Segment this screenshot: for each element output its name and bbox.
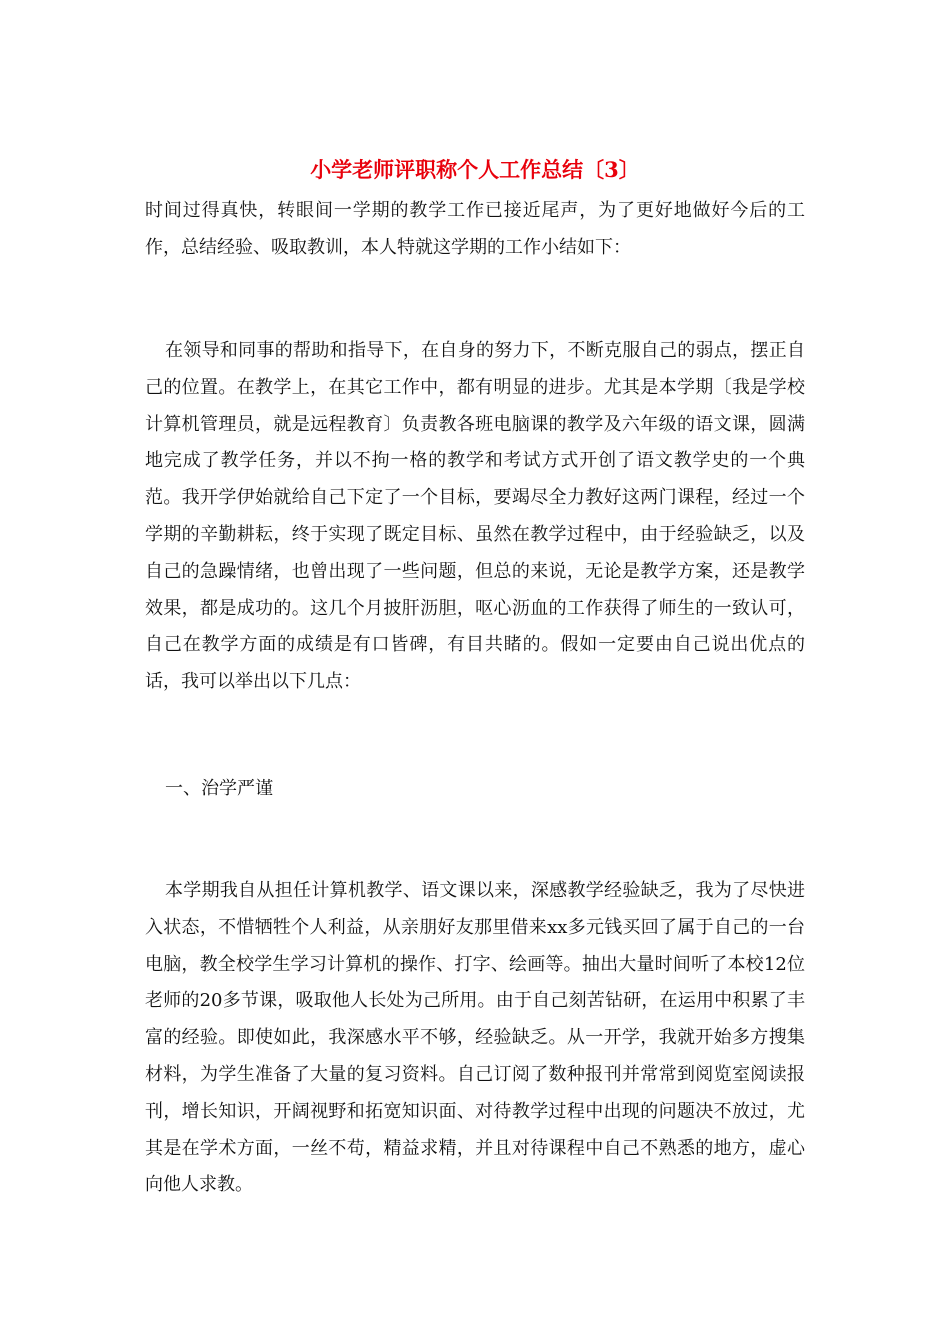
body-paragraph-2: 本学期我自从担任计算机教学、语文课以来，深感教学经验缺乏，我为了尽快进入状态，不惜牺牲个人利益，从亲朋好友那里借来xx多元钱买回了属于自己的一台电脑，教全校学生学习计算机的操作、打字、绘画等。抽出大量时间听了本校12位老师的20多节课，吸取他人长处为己所用。由于自己刻苦钻研，在运用中积累了丰富的经验。即使如此，我深感水平不够，经验缺乏。从一开学，我就开始多方搜集材料，为学生准备了大量的复习资料。自己订阅了数种报刊并常常到阅览室阅读报刊，增长知识，开阔视野和拓宽知识面、对待教学过程中出现的问题决不放过，尤其是在学术方面，一丝不苟，精益求精，并且对待课程中自己不熟悉的地方，虚心向他人求教。 — [145, 880, 805, 1196]
intro-paragraph: 时间过得真快，转眼间一学期的教学工作已接近尾声，为了更好地做好今后的工作，总结经验、吸取教训，本人特就这学期的工作小结如下： — [145, 200, 805, 258]
body-paragraph-1: 在领导和同事的帮助和指导下，在自身的努力下，不断克服自己的弱点，摆正自己的位置。在教学上，在其它工作中，都有明显的进步。尤其是本学期〔我是学校计算机管理员，就是远程教育〕负责教各班电脑课的教学及六年级的语文课，圆满地完成了教学任务，并以不拘一格的教学和考试方式开创了语文教学史的一个典范。我开学伊始就给自己下定了一个目标，要竭尽全力教好这两门课程，经过一个学期的辛勤耕耘，终于实现了既定目标、虽然在教学过程中，由于经验缺乏，以及自己的急躁情绪，也曾出现了一些问题，但总的来说，无论是教学方案，还是教学效果，都是成功的。这几个月披肝沥胆，呕心沥血的工作获得了师生的一致认可，自己在教学方面的成绩是有口皆碑，有目共睹的。假如一定要由自己说出优点的话，我可以举出以下几点： — [145, 340, 805, 693]
document-title: 小学老师评职称个人工作总结〔3〕 — [310, 157, 640, 182]
section-heading-1: 一、治学严谨 — [165, 778, 273, 799]
